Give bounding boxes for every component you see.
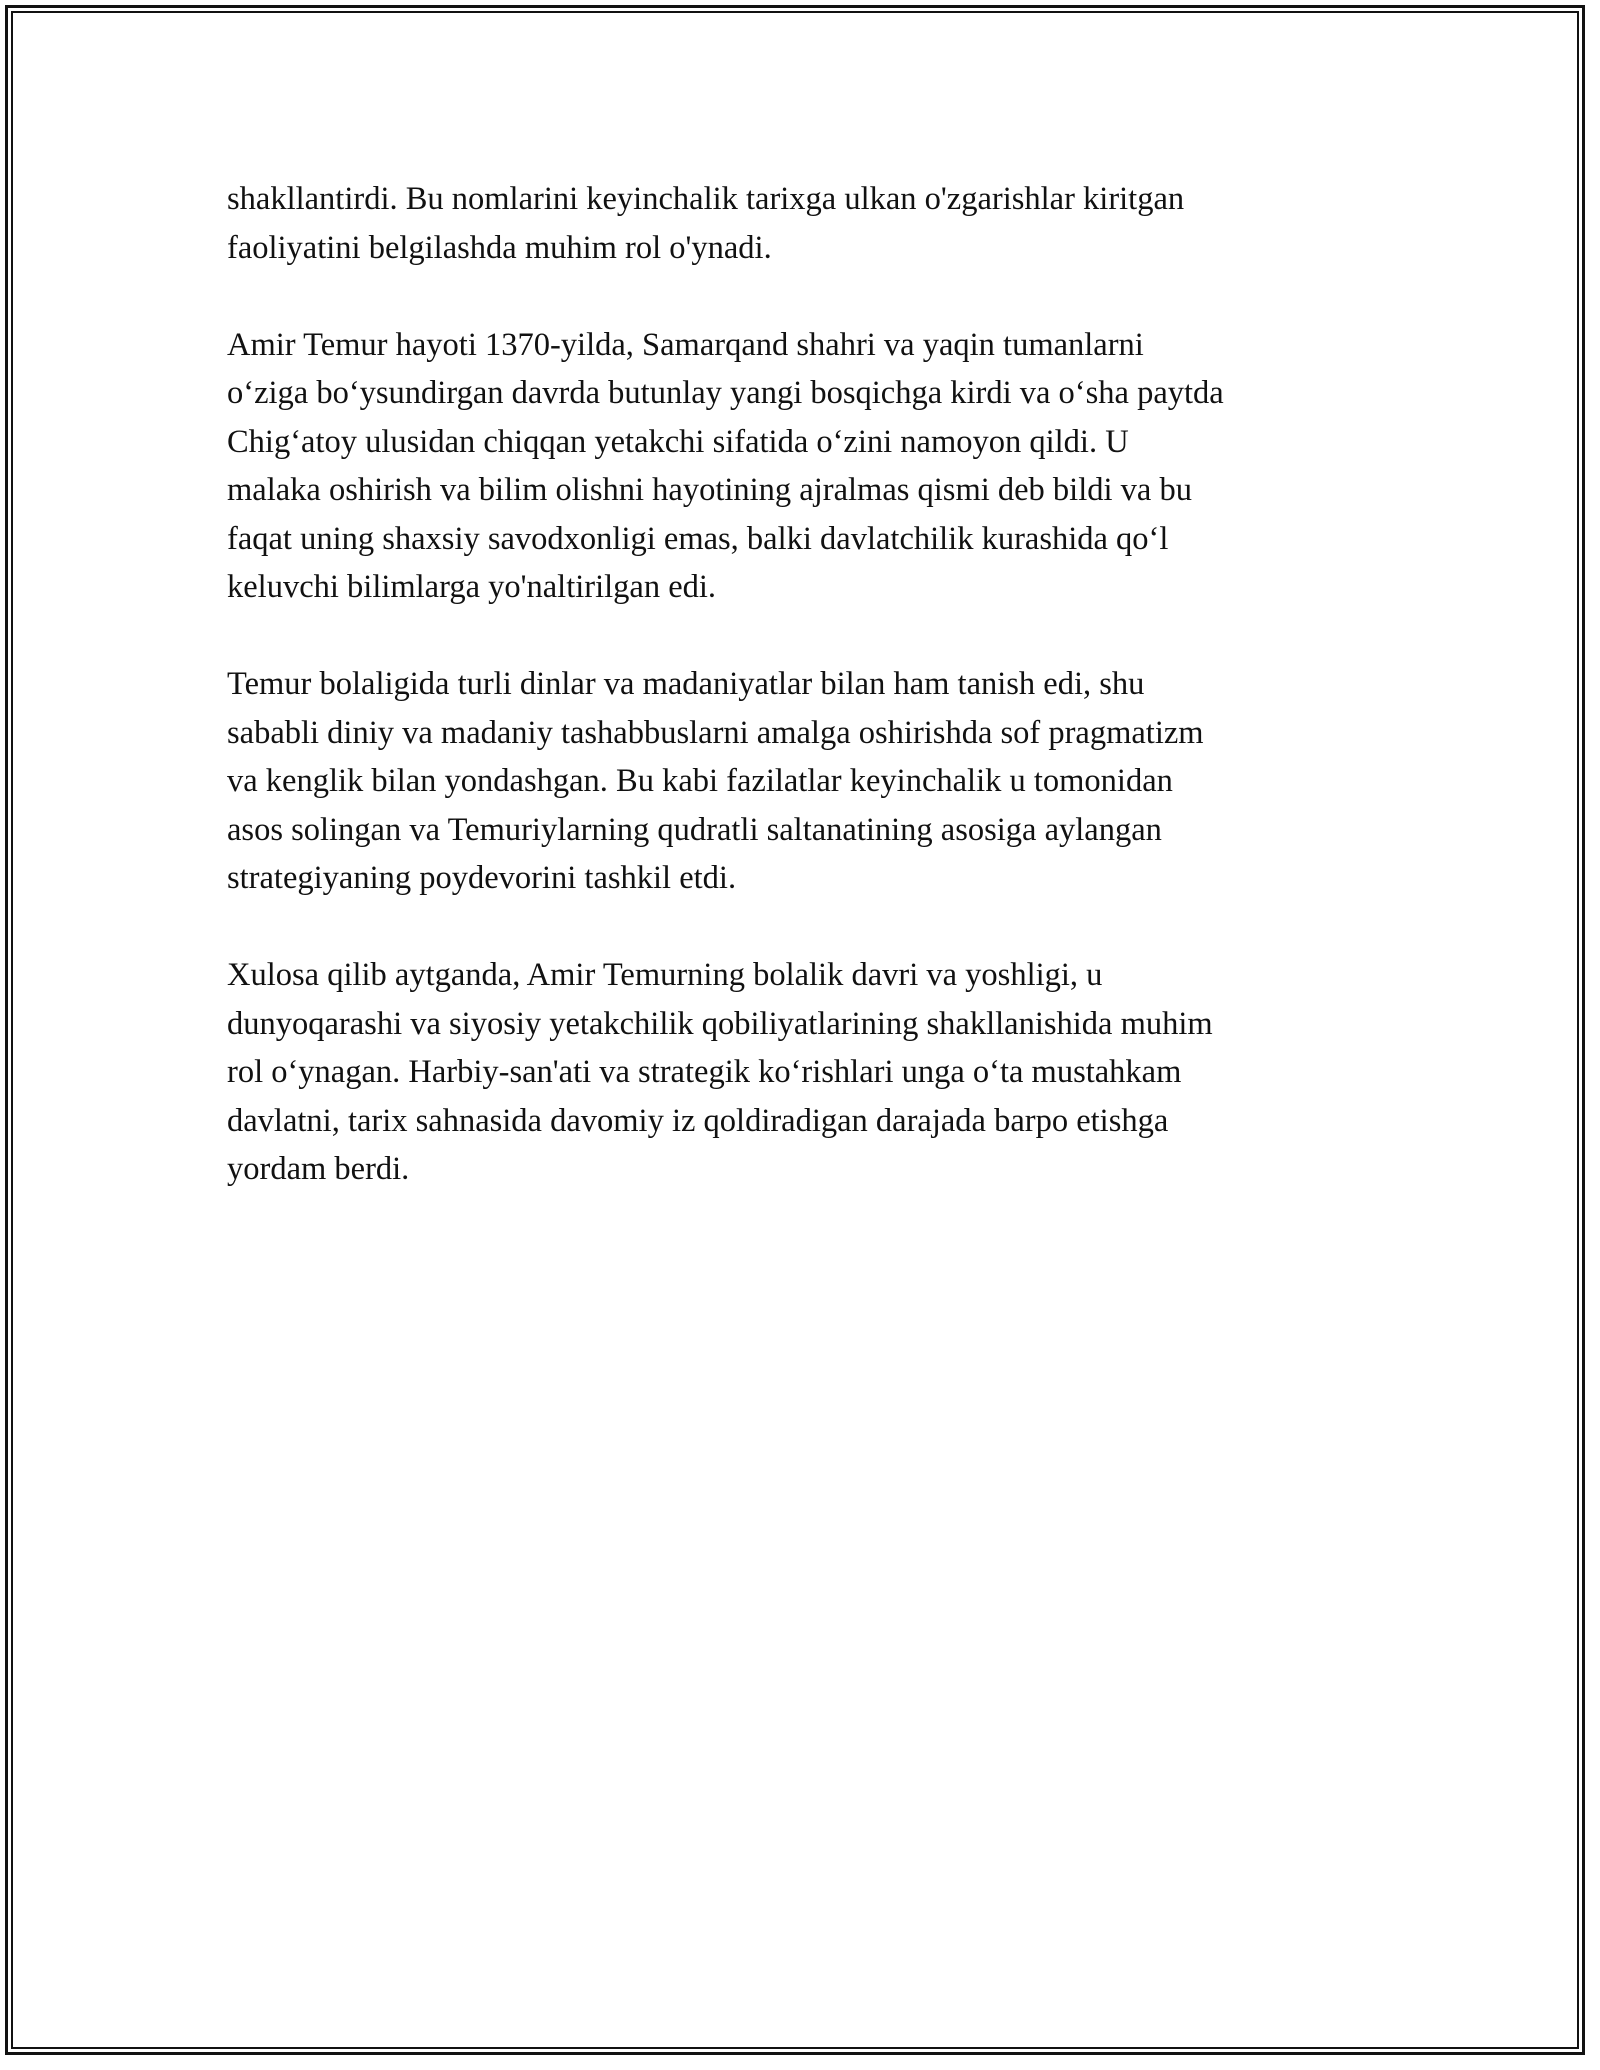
- text-line: dunyoqarashi va siyosiy yetakchilik qobiliyatlarining shakllanishida muhim: [227, 1005, 1213, 1042]
- text-line: Xulosa qilib aytganda, Amir Temurning bolalik davri va yoshligi, u: [227, 957, 1103, 993]
- paragraph-3: [227, 660, 1387, 903]
- text-line: Temur bolaligida turli dinlar va madaniyatlar bilan ham tanish edi, shu: [227, 666, 1145, 702]
- paragraph-2: [227, 321, 1387, 612]
- text-line: malaka oshirish va bilim olishni hayotining ajralmas qismi deb bildi va bu: [227, 472, 1192, 508]
- text-line: asos solingan va Temuriylarning qudratli saltanatining asosiga aylangan: [227, 811, 1162, 848]
- text-line: faqat uning shaxsiy savodxonligi emas, balki davlatchilik kurashida qo‘l: [227, 520, 1169, 557]
- paragraph-1: [227, 175, 1387, 272]
- text-line: Chig‘atoy ulusidan chiqqan yetakchi sifatida o‘zini namoyon qildi. U: [227, 423, 1129, 460]
- text-line: strategiyaning poydevorini tashkil etdi.: [227, 860, 737, 896]
- text-line: keluvchi bilimlarga yo'naltirilgan edi.: [227, 569, 717, 605]
- text-line: o‘ziga bo‘ysundirgan davrda butunlay yangi bosqichga kirdi va o‘sha paytda: [227, 375, 1224, 411]
- text-line: yordam berdi.: [227, 1151, 410, 1187]
- document-body: [227, 175, 1387, 1242]
- text-line: shakllantirdi. Bu nomlarini keyinchalik tarixga ulkan o'zgarishlar kiritgan: [227, 181, 1185, 217]
- text-line: sababli diniy va madaniy tashabbuslarni amalga oshirishda sof pragmatizm: [227, 714, 1204, 751]
- paragraph-4: [227, 951, 1387, 1194]
- text-line: davlatni, tarix sahnasida davomiy iz qoldiradigan darajada barpo etishga: [227, 1102, 1169, 1139]
- text-line: rol o‘ynagan. Harbiy-san'ati va strategik ko‘rishlari unga o‘ta mustahkam: [227, 1054, 1182, 1090]
- text-line: faoliyatini belgilashda muhim rol o'ynadi.: [227, 229, 772, 266]
- text-line: va kenglik bilan yondashgan. Bu kabi fazilatlar keyinchalik u tomonidan: [227, 763, 1173, 799]
- text-line: Amir Temur hayoti 1370-yilda, Samarqand shahri va yaqin tumanlarni: [227, 326, 1144, 363]
